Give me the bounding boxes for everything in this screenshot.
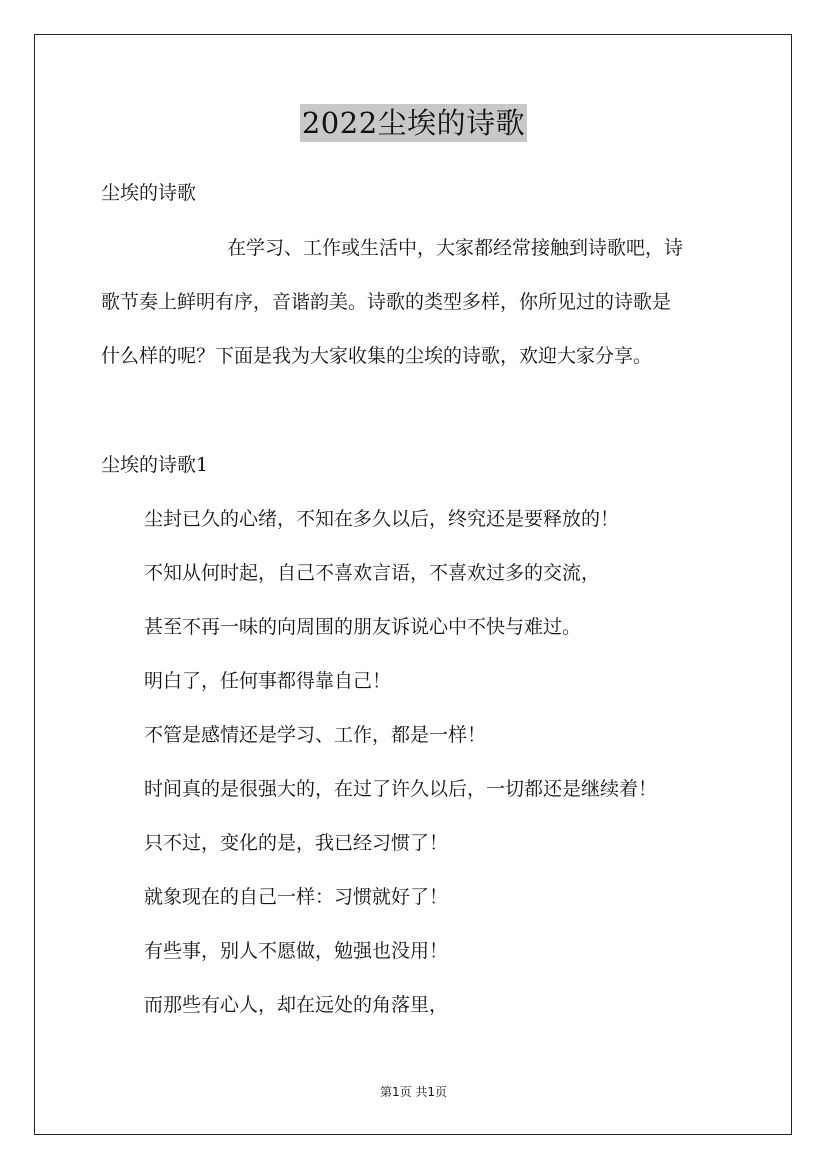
title-container bbox=[0, 104, 827, 142]
intro-line: 歌节奏上鲜明有序，音谐韵美。诗歌的类型多样，你所见过的诗歌是 bbox=[101, 291, 672, 313]
intro-line: 在学习、工作或生活中，大家都经常接触到诗歌吧，诗 bbox=[227, 237, 684, 259]
poem-line: 有些事，别人不愿做，勉强也没用！ bbox=[144, 940, 449, 962]
poem-line: 不知从何时起，自己不喜欢言语，不喜欢过多的交流， bbox=[144, 562, 601, 584]
poem-line: 甚至不再一味的向周围的朋友诉说心中不快与难过。 bbox=[144, 616, 582, 638]
poem-line: 不管是感情还是学习、工作，都是一样！ bbox=[144, 724, 487, 746]
poem-line: 而那些有心人，却在远处的角落里， bbox=[144, 994, 449, 1016]
section-heading: 尘埃的诗歌 bbox=[101, 182, 197, 204]
page-footer: 第1页 共1页 bbox=[379, 1085, 448, 1099]
poem-line: 时间真的是很强大的，在过了许久以后，一切都还是继续着！ bbox=[144, 778, 658, 800]
poem-line: 就象现在的自己一样：习惯就好了！ bbox=[144, 886, 449, 908]
document-title: 2022尘埃的诗歌 bbox=[301, 106, 526, 140]
poem-line: 尘封已久的心绪，不知在多久以后，终究还是要释放的！ bbox=[144, 508, 620, 530]
poem-line: 只不过，变化的是，我已经习惯了！ bbox=[144, 832, 449, 854]
poem-line: 明白了，任何事都得靠自己！ bbox=[144, 670, 392, 692]
intro-line: 什么样的呢？下面是我为大家收集的尘埃的诗歌，欢迎大家分享。 bbox=[101, 345, 653, 367]
poem-heading: 尘埃的诗歌1 bbox=[101, 454, 209, 476]
